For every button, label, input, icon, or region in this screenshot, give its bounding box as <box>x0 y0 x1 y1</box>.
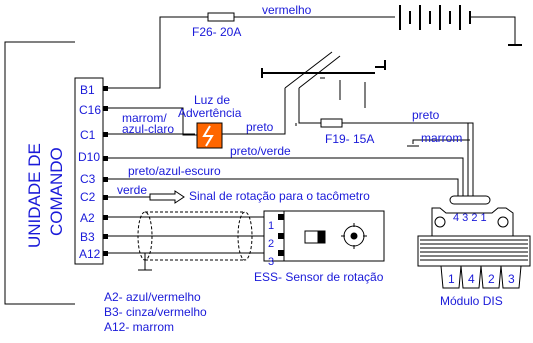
pin-labels <box>78 83 101 261</box>
warning-light-label-2: Advertência <box>178 106 242 120</box>
pin-c16: C16 <box>79 103 102 117</box>
wire-label-marrom-2: azul-claro <box>122 122 175 136</box>
dis-label: Módulo DIS <box>440 294 503 308</box>
fuse-f26-label: F26- 20A <box>192 25 242 39</box>
battery-icon <box>400 5 470 30</box>
ess-pin-2: 2 <box>268 238 275 250</box>
pin-c1: C1 <box>80 128 96 142</box>
wire-label-vermelho: vermelho <box>262 3 312 17</box>
wire-label-marrom-1: marrom/ <box>122 111 167 125</box>
warning-light-label-1: Luz de <box>194 93 231 107</box>
pin-d10: D10 <box>78 150 101 164</box>
pin-a2: A2 <box>80 211 95 225</box>
legend <box>104 290 207 334</box>
legend-a12: A12- marrom <box>104 320 175 334</box>
wire-label-preto-azul-escuro: preto/azul-escuro <box>128 164 221 178</box>
ignition-switch-icon <box>262 52 385 108</box>
pin-a12: A12 <box>79 247 101 261</box>
dis-pin-d: 3 <box>508 272 515 286</box>
ess-label: ESS- Sensor de rotação <box>254 270 384 284</box>
pin-b3: B3 <box>80 230 95 244</box>
wire-label-preto-right: preto <box>412 108 440 122</box>
dis-pin-a: 1 <box>448 272 455 286</box>
fuse-f19-label: F19- 15A <box>325 132 375 146</box>
control-unit-label-2: COMANDO <box>47 147 66 236</box>
dis-top-pins: 4 3 2 1 <box>453 212 487 224</box>
tach-signal-arrow <box>150 191 184 203</box>
dis-hatch <box>420 240 528 260</box>
legend-a2: A2- azul/vermelho <box>104 290 201 304</box>
pin-b1: B1 <box>80 83 95 97</box>
ess-pin-labels <box>268 220 274 268</box>
wire-label-verde: verde <box>117 183 148 197</box>
pin-c3: C3 <box>80 172 96 186</box>
dis-pin-c: 2 <box>488 272 495 286</box>
legend-b3: B3- cinza/vermelho <box>104 305 207 319</box>
tach-signal-label: Sinal de rotação para o tacômetro <box>189 189 370 203</box>
wire-labels <box>117 3 462 203</box>
dis-pin-b: 4 <box>468 272 475 286</box>
ess-pin-3: 3 <box>268 256 275 268</box>
battery-wire <box>470 17 522 45</box>
wire-label-preto-verde: preto/verde <box>230 144 291 158</box>
ess-terminals <box>278 214 284 256</box>
wire-label-marrom-ground: marrom <box>421 131 463 145</box>
control-unit-label-1: UNIDADE DE <box>25 143 44 248</box>
pin-terminals <box>103 86 108 256</box>
wire-label-preto-c1: preto <box>246 120 274 134</box>
warning-light-icon <box>197 123 222 148</box>
pin-c2: C2 <box>80 190 96 204</box>
ess-pin-1: 1 <box>268 220 275 232</box>
